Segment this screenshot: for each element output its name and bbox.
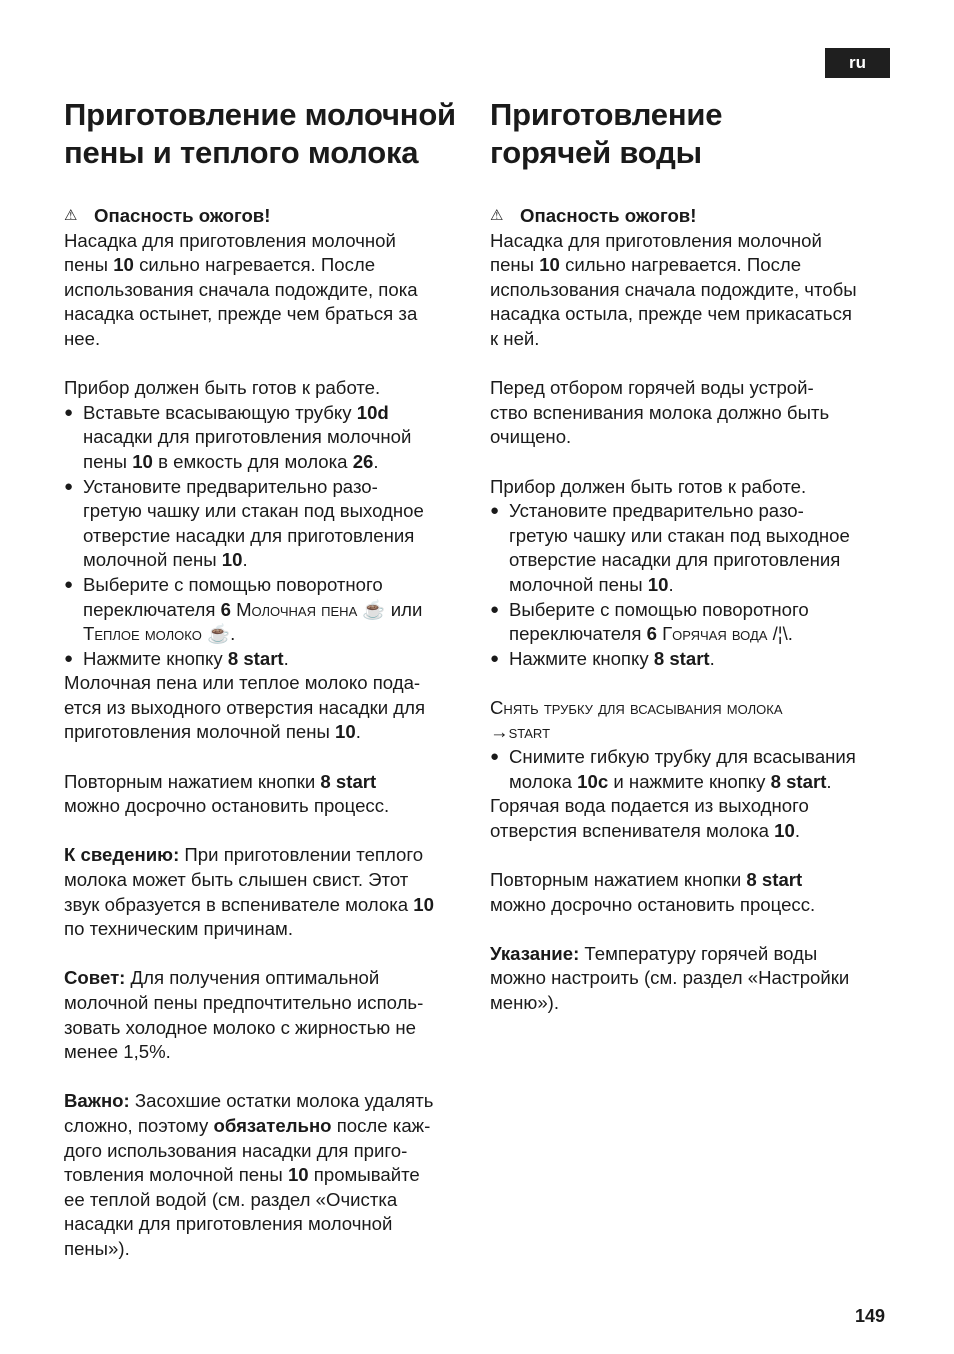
left-column (64, 96, 472, 1262)
important-text: Важно: Засохшие остатки молока удалять сложно, поэтому обязательно после каж- дого использования насадки для приго- товления молочной пены 10 промывайте ее теплой водой (см. раздел «Очистка насадки для приготовления молочной пены»). (64, 1090, 434, 1259)
hint-text: Указание: Температуру горячей воды можно настроить (см. раздел «Настройки меню»). (490, 942, 850, 1013)
ready-text: Прибор должен быть готов к работе. (64, 377, 381, 399)
section-title-hot-water: Приготовление горячей воды (490, 97, 723, 170)
warm-milk-icon: ☕ (207, 623, 231, 645)
page-number: 149 (855, 1306, 886, 1326)
list-item: ● Вставьте всасывающую трубку 10d насадки для приготовления молочной пены 10 в емкость для молока 26. (64, 401, 472, 475)
instruction-list (64, 401, 472, 672)
burn-warning-text: Насадка для приготовления молочной пены 10 сильно нагревается. После использования сначала подождите, чтобы насадка остыла, прежде чем прикасаться к ней. (490, 229, 857, 349)
instruction-list (490, 499, 890, 671)
result-text: Горячая вода подается из выходного отверстия вспенивателя молока 10. (490, 795, 809, 841)
section-title-milk-foam: Приготовление молочной пены и теплого молока (64, 97, 456, 170)
list-item: ● Выберите с помощью поворотного переключателя 6 Молочная пена ☕ или Теплое молоко ☕. (64, 573, 472, 647)
list-item: ● Выберите с помощью поворотного переключателя 6 Горячая вода /¦\. (490, 598, 890, 647)
list-item: ● Установите предварительно разо- гретую чашку или стакан под выходное отверстие насадки для приготовления молочной пены 10. (64, 475, 472, 573)
list-item: ● Нажмите кнопку 8 start. (64, 647, 472, 672)
instruction-list (490, 745, 890, 794)
result-text: Молочная пена или теплое молоко пода- ется из выходного отверстия насадки для приготовления молочной пены 10. (64, 672, 426, 743)
burn-warning-heading: ⚠ Опасность ожогов! (64, 204, 472, 229)
milk-foam-icon: ☕ (362, 598, 386, 620)
stop-text: Повторным нажатием кнопки 8 start можно досрочно остановить процесс. (490, 869, 816, 915)
clean-text: Перед отбором горячей воды устрой- ство вспенивания молока должно быть очищено. (490, 377, 830, 448)
list-item: ● Нажмите кнопку 8 start. (490, 647, 890, 672)
tip-text: Совет: Для получения оптимальной молочной пены предпочтительно исполь- зовать холодное молоко с жирностью не менее 1,5%. (64, 967, 424, 1063)
display-message: Снять трубку для всасывания молока →start (490, 696, 783, 743)
stop-text: Повторным нажатием кнопки 8 start можно досрочно остановить процесс. (64, 770, 390, 817)
burn-warning-heading: ⚠ Опасность ожогов! (490, 204, 890, 229)
burn-warning-text: Насадка для приготовления молочной пены 10 сильно нагревается. После использования сначала подождите, пока насадка остынет, прежде чем браться за нее. (64, 229, 418, 349)
warning-triangle-icon: ⚠ (64, 207, 78, 224)
list-item: ● Снимите гибкую трубку для всасывания молока 10c и нажмите кнопку 8 start. (490, 745, 890, 794)
list-item: ● Установите предварительно разо- гретую чашку или стакан под выходное отверстие насадки для приготовления молочной пены 10. (490, 499, 890, 597)
note-text: К сведению: При приготовлении теплого молока может быть слышен свист. Этот звук образуется в вспенивателе молока 10 по техническим причинам. (64, 844, 434, 940)
hot-water-icon: /¦\ (772, 623, 788, 645)
language-badge: ru (825, 48, 890, 78)
right-column (490, 96, 890, 1016)
ready-text: Прибор должен быть готов к работе. (490, 475, 807, 497)
warning-triangle-icon: ⚠ (490, 207, 504, 224)
